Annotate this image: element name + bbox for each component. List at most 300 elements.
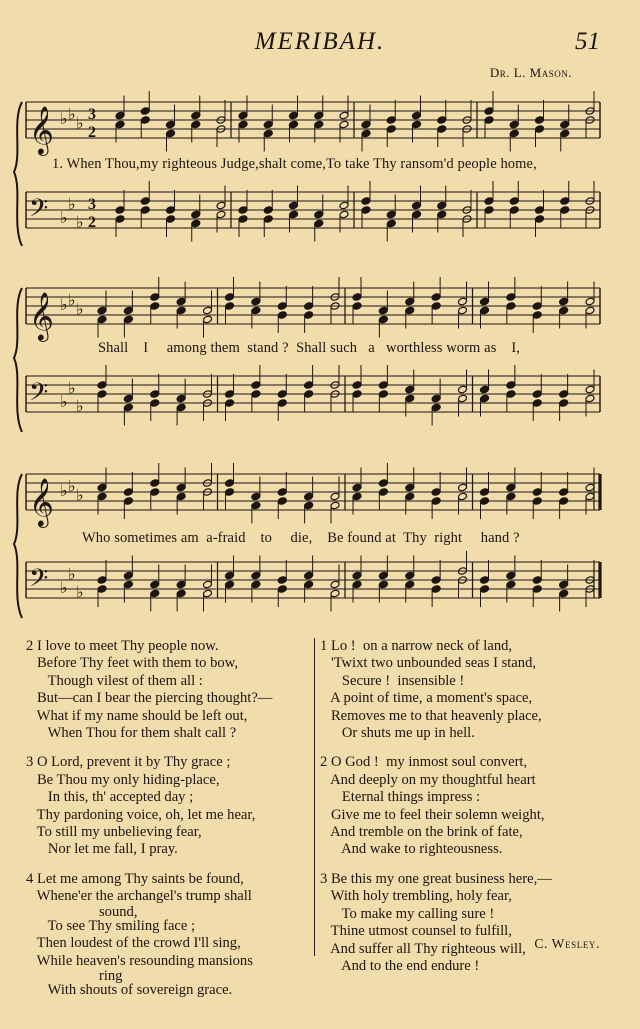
note-head [437,210,447,219]
stanza-line: Nor let me fall, I pray. [26,841,178,858]
note-head [191,210,201,219]
note-head [238,215,248,224]
note-head [352,381,362,390]
note-head [251,297,261,306]
note-head [263,206,273,215]
note-head [289,120,299,129]
note-head [97,492,107,501]
note-head [339,111,349,120]
note-head [560,206,570,215]
stanza-line: A point of time, a moment's space, [320,690,533,707]
note-head [304,501,314,510]
note-head [251,501,261,510]
stanza-line: Whene'er the archangel's trump shall [26,888,252,905]
note-head [191,111,201,120]
note-head [431,576,441,585]
note-head [225,390,235,399]
note-head [378,488,388,497]
note-head [506,302,516,311]
note-head [304,302,314,311]
note-head [509,120,519,129]
note-head [339,120,349,129]
flat-icon: ♭ [76,485,84,505]
note-head [97,306,107,315]
note-head [378,315,388,324]
stanza-line: sound, [26,903,138,920]
note-head [412,111,422,120]
note-head [97,315,107,324]
note-head [238,111,248,120]
stanza-line: To still my unbelieving fear, [26,824,202,841]
note-head [339,210,349,219]
flat-icon: ♭ [68,104,76,124]
note-head [532,390,542,399]
note-head [532,311,542,320]
note-head [412,201,422,210]
note-head [238,120,248,129]
stanza-line: Though vilest of them all : [26,672,203,689]
note-head [115,111,125,120]
note-head [378,580,388,589]
note-head [458,492,468,501]
note-head [166,206,176,215]
note-head [352,390,362,399]
note-head [251,580,261,589]
note-head [480,488,490,497]
note-head [506,293,516,302]
note-head [176,589,186,598]
note-head [277,390,287,399]
note-head [509,206,519,215]
note-head [585,306,595,315]
note-head [304,390,314,399]
treble-clef-icon: 𝄞 [29,105,54,154]
stanza-line: Eternal things impress : [320,789,481,806]
note-head [559,580,569,589]
flat-icon: ♭ [76,582,84,602]
note-head [97,381,107,390]
note-head [123,394,133,403]
stanza-line: And deeply on my thoughtful heart [320,771,536,788]
note-head [225,399,235,408]
stanza-line: And wake to righteousness. [320,841,503,858]
note-head [585,385,595,394]
stanza-line: Or shuts me up in hell. [320,725,475,742]
flat-icon: ♭ [68,194,76,214]
treble-staff [20,468,610,528]
stanza [320,754,610,858]
stanza-line: While heaven's resounding mansions [26,952,253,969]
stanza-line: With shouts of sovereign grace. [26,981,233,998]
note-head [225,580,235,589]
note-head [352,580,362,589]
note-head [559,390,569,399]
note-head [251,306,261,315]
note-head [458,385,468,394]
note-head [339,201,349,210]
note-head [314,120,324,129]
note-head [140,197,150,206]
brace-path [14,288,22,432]
note-head [560,129,570,138]
stanza-line: Give me to feel their solemn weight, [320,806,545,823]
note-head [535,215,545,224]
note-head [238,206,248,215]
page-header [0,28,640,62]
note-head [431,293,441,302]
note-head [560,197,570,206]
flat-icon: ♭ [60,109,68,128]
note-head [352,302,362,311]
note-head [150,302,160,311]
note-head [314,219,324,228]
note-head [176,306,186,315]
note-head [166,120,176,129]
note-head [361,120,371,129]
bass-staff [20,370,610,430]
note-head [480,497,490,506]
note-head [480,306,490,315]
note-head [484,107,494,116]
stanza-line: Be Thou my only hiding-place, [26,771,220,788]
hymn-text [0,638,640,998]
note-head [314,210,324,219]
note-head [97,483,107,492]
music-system-3 [20,460,610,620]
note-head [412,120,422,129]
note-head [559,497,569,506]
brace-path [14,102,22,246]
bass-clef-icon: 𝄢 [29,378,49,413]
note-head [176,580,186,589]
flat-icon: ♭ [60,392,68,411]
treble-staff [20,282,610,342]
note-head [123,497,133,506]
note-head [585,394,595,403]
note-head [150,488,160,497]
time-signature-glyph: 2 [88,214,96,231]
note-head [289,210,299,219]
note-head [559,297,569,306]
bass-staff [20,186,610,246]
stanza-line: In this, th' accepted day ; [26,789,194,806]
lyric-line-3: Who sometimes am a-fraid to die, Be found at Thy right hand ? [82,530,520,546]
treble-clef-icon: 𝄞 [29,291,54,340]
note-head [251,381,261,390]
composer-credit: Dr. L. Mason. [489,65,572,80]
note-head [535,125,545,134]
note-head [216,201,226,210]
note-head [484,116,494,125]
note-head [123,488,133,497]
stanza-line: 4 Let me among Thy saints be found, [26,870,244,887]
note-head [277,488,287,497]
note-head [263,120,273,129]
stanza-line: 3 O Lord, prevent it by Thy grace ; [26,754,231,771]
note-head [263,129,273,138]
stanza-line: Secure ! insensible ! [320,672,465,689]
note-head [405,306,415,315]
stanza-line: 'Twixt two unbounded seas I stand, [320,655,537,672]
stanza-line: But—can I bear the piercing thought?— [26,690,273,707]
stanza-line: Removes me to that heavenly place, [320,707,542,724]
note-head [115,120,125,129]
note-head [405,385,415,394]
note-head [506,492,516,501]
note-head [405,394,415,403]
verses-right-column [320,638,610,987]
note-head [559,488,569,497]
note-head [330,589,340,598]
bass-staff [20,556,610,616]
note-head [140,107,150,116]
note-head [150,479,160,488]
note-head [166,215,176,224]
note-head [405,483,415,492]
note-head [304,492,314,501]
note-head [535,206,545,215]
note-head [314,111,324,120]
note-head [506,390,516,399]
note-head [203,315,213,324]
note-head [532,585,542,594]
note-head [378,479,388,488]
stanza [320,871,610,975]
note-head [458,394,468,403]
note-head [97,390,107,399]
note-head [431,585,441,594]
stanza-line: Then loudest of the crowd I'll sing, [26,935,241,952]
stanza-line: 2 I love to meet Thy people now. [26,638,219,654]
note-head [506,580,516,589]
stanza [26,638,316,742]
note-head [560,120,570,129]
note-head [352,571,362,580]
note-head [330,580,340,589]
note-head [532,576,542,585]
note-head [115,215,125,224]
note-head [123,403,133,412]
stanza-line: 1 Lo ! on a narrow neck of land, [320,638,513,654]
note-head [405,297,415,306]
note-head [506,571,516,580]
note-head [115,206,125,215]
stanza-line: With holy trembling, holy fear, [320,888,512,905]
note-head [559,306,569,315]
note-head [304,580,314,589]
note-head [585,297,595,306]
note-head [304,381,314,390]
stanza-line: Before Thy feet with them to bow, [26,655,238,672]
stanza-line: And to the end endure ! [320,957,480,974]
column-divider [314,638,315,956]
note-head [203,589,213,598]
note-head [506,381,516,390]
note-head [176,403,186,412]
note-head [277,311,287,320]
time-signature-glyph: 3 [88,106,96,123]
note-head [437,116,447,125]
note-head [484,206,494,215]
flat-icon: ♭ [76,212,84,232]
treble-clef-icon: 𝄞 [29,477,54,526]
note-head [352,492,362,501]
note-head [480,297,490,306]
note-head [176,297,186,306]
note-head [251,571,261,580]
note-head [532,497,542,506]
note-head [289,111,299,120]
note-head [431,488,441,497]
note-head [150,293,160,302]
note-head [97,585,107,594]
note-head [330,501,340,510]
note-head [304,571,314,580]
note-head [150,399,160,408]
note-head [509,129,519,138]
note-head [150,390,160,399]
note-head [277,399,287,408]
note-head [361,206,371,215]
note-head [352,483,362,492]
flat-icon: ♭ [60,208,68,227]
flat-icon: ♭ [60,481,68,500]
author-signature: C. Wesley. [534,936,600,951]
flat-icon: ♭ [60,295,68,314]
note-head [225,479,235,488]
note-head [480,585,490,594]
note-head [361,129,371,138]
hymn-title: MERIBAH. [254,28,386,55]
note-head [405,571,415,580]
system-brace-icon [10,472,24,622]
note-head [437,125,447,134]
stanza-line: And suffer all Thy righteous will, [320,940,526,957]
note-head [412,210,422,219]
note-head [277,302,287,311]
note-head [405,580,415,589]
note-head [123,580,133,589]
note-head [559,589,569,598]
note-head [150,580,160,589]
note-head [458,483,468,492]
note-head [203,580,213,589]
note-head [176,492,186,501]
flat-icon: ♭ [76,396,84,416]
note-head [176,394,186,403]
note-head [289,201,299,210]
note-head [431,403,441,412]
note-head [480,576,490,585]
note-head [535,116,545,125]
stanza-line: Thy pardoning voice, oh, let me hear, [26,806,256,823]
note-head [97,576,107,585]
note-head [123,571,133,580]
note-head [150,589,160,598]
flat-icon: ♭ [60,578,68,597]
note-head [386,125,396,134]
stanza-line: ring [26,967,123,984]
note-head [277,585,287,594]
bass-clef-icon: 𝄢 [29,194,49,229]
note-head [378,381,388,390]
flat-icon: ♭ [68,378,76,398]
stanza [26,871,316,999]
note-head [225,302,235,311]
note-head [225,571,235,580]
lyric-line-2: Shall I among them stand ? Shall such a worthless worm as I, [98,340,520,356]
flat-icon: ♭ [68,564,76,584]
note-head [123,306,133,315]
note-head [480,385,490,394]
note-head [251,390,261,399]
note-head [431,497,441,506]
note-head [378,390,388,399]
note-head [330,492,340,501]
note-head [191,219,201,228]
note-head [532,399,542,408]
stanza [26,754,316,858]
stanza-line: Thine utmost counsel to fulfill, [320,923,512,940]
note-head [506,483,516,492]
note-head [480,394,490,403]
note-head [277,576,287,585]
note-head [532,488,542,497]
note-head [304,311,314,320]
note-head [559,399,569,408]
note-head [386,210,396,219]
note-head [378,306,388,315]
note-head [225,293,235,302]
note-head [277,497,287,506]
note-head [484,197,494,206]
stanza-line: To make my calling sure ! [320,905,495,922]
note-head [203,306,213,315]
flat-icon: ♭ [76,113,84,133]
system-brace-icon [10,286,24,436]
time-signature-glyph: 2 [88,124,96,141]
stanza-line: 3 Be this my one great business here,— [320,870,552,887]
stanza-line: To see Thy smiling face ; [26,917,196,934]
note-head [458,306,468,315]
stanza-line: 2 O God ! my inmost soul convert, [320,754,528,771]
note-head [532,302,542,311]
note-head [405,492,415,501]
note-head [123,315,133,324]
note-head [166,129,176,138]
system-brace-icon [10,100,24,250]
music-system-2 [20,274,610,434]
music-system-1 [20,88,610,248]
page-number: 51 [575,28,600,55]
stanza-line: What if my name should be left out, [26,707,248,724]
note-head [431,302,441,311]
brace-path [14,474,22,618]
treble-staff [20,96,610,156]
note-head [386,219,396,228]
note-head [225,488,235,497]
time-signature-glyph: 3 [88,196,96,213]
note-head [361,197,371,206]
flat-icon: ♭ [68,290,76,310]
note-head [437,201,447,210]
note-head [378,571,388,580]
note-head [458,297,468,306]
note-head [263,215,273,224]
note-head [216,210,226,219]
stanza [320,638,610,742]
note-head [191,120,201,129]
